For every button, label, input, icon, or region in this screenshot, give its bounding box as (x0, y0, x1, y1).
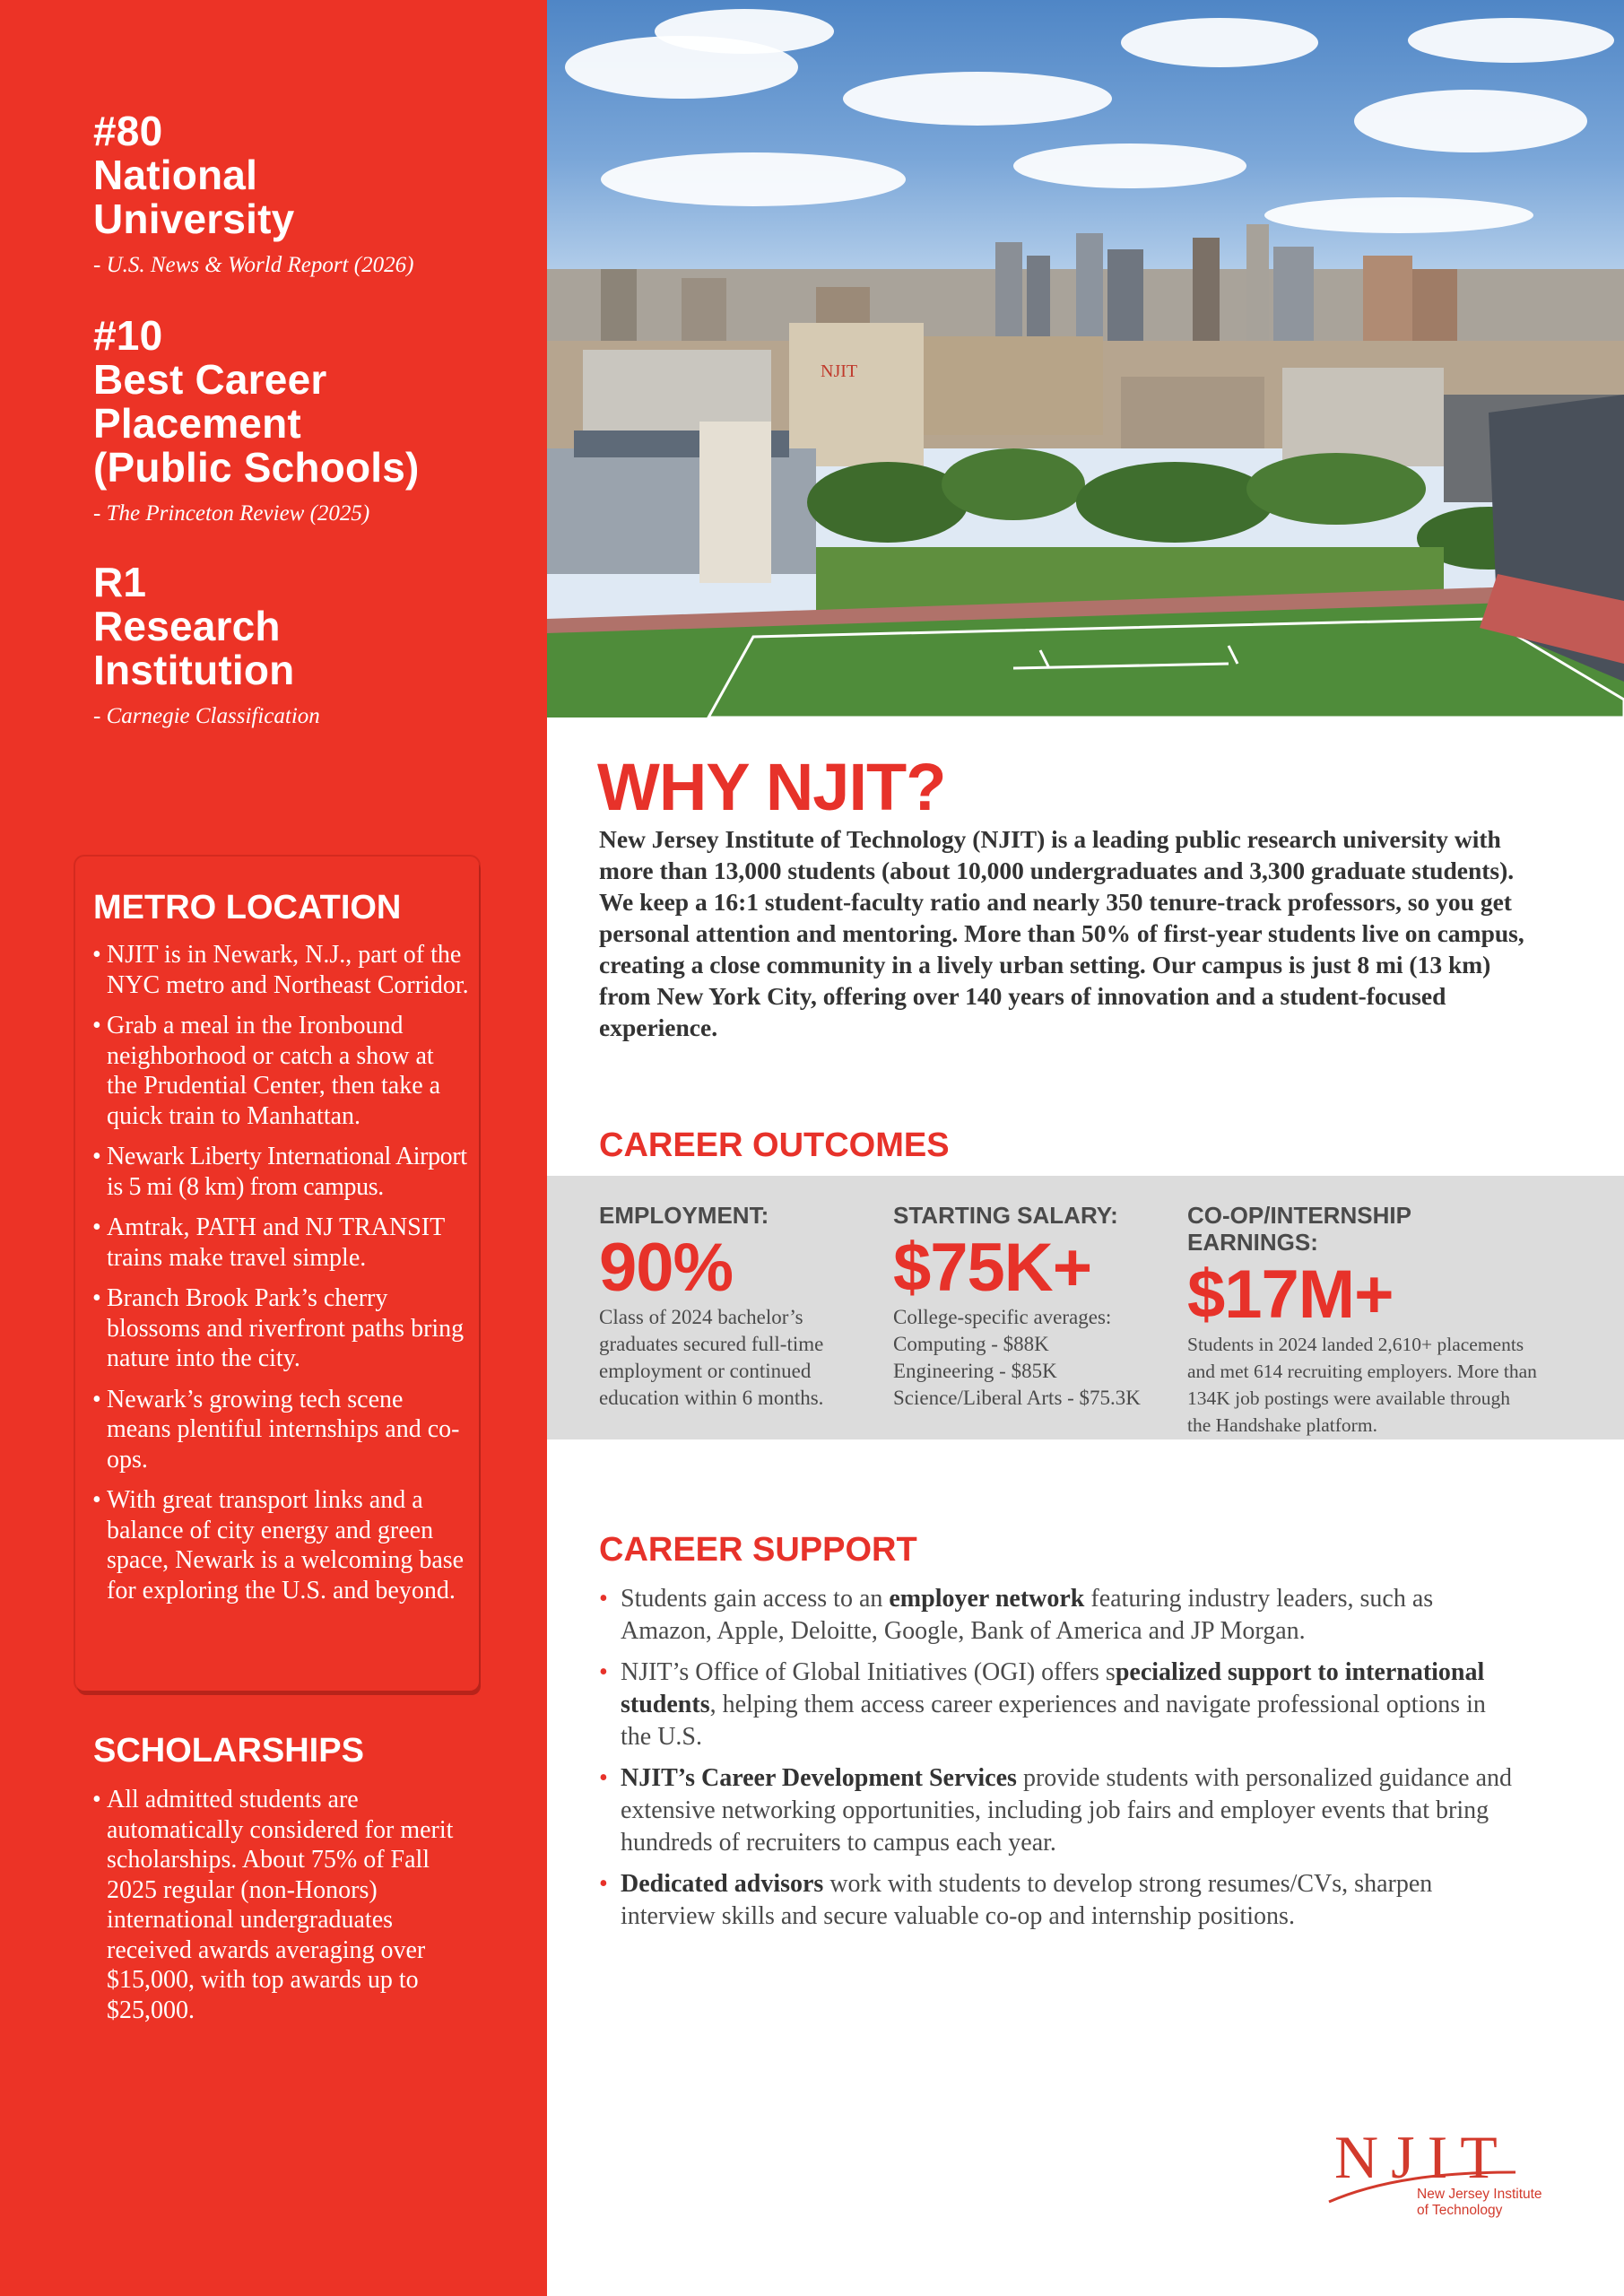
list-item: • With great transport links and a balance of city energy and green space, Newark is a welcoming base for exploring the U.S. and beyond. (93, 1485, 470, 1605)
metro-location-heading: METRO LOCATION (93, 889, 402, 926)
career-outcomes-heading: CAREER OUTCOMES (599, 1126, 950, 1164)
njit-logo (1327, 2123, 1560, 2224)
njit-building-sign: NJIT (821, 361, 858, 381)
list-item: • Students gain access to an employer network featuring industry leaders, such as Amazon, Apple, Deloitte, Google, Bank of America and JP Morgan. (599, 1583, 1514, 1648)
list-item: • Newark Liberty International Airport is 5 mi (8 km) from campus. (93, 1142, 470, 1202)
stat-value: 90% (599, 1230, 734, 1306)
list-item: • NJIT is in Newark, N.J., part of the NYC metro and Northeast Corridor. (93, 940, 470, 1000)
stat-label: EMPLOYMENT: (599, 1202, 769, 1229)
career-support-list (599, 1583, 1514, 1942)
page-title: WHY NJIT? (597, 750, 946, 824)
metro-location-box (75, 857, 479, 1691)
why-njit-body: New Jersey Institute of Technology (NJIT) is a leading public research university with more than 13,000 students (about 10,000 undergraduates and 3,300 graduate students). We keep a 16:1 student-faculty ratio and nearly 350 tenure-track professors, so you get personal attention and mentoring. More than 50% of first-year students live on campus, creating a close community in a lively urban setting. Our campus is just 8 mi (13 km) from New York City, offering over 140 years of innovation and a student-focused experience. (599, 825, 1524, 1041)
campus-skyline-illustration (547, 0, 1624, 718)
stat-employment (599, 1202, 886, 1412)
stat-value: $75K+ (893, 1230, 1092, 1306)
scholarships-section (93, 1731, 479, 2036)
list-item: • Grab a meal in the Ironbound neighborhood or catch a show at the Prudential Center, then take a quick train to Manhattan. (93, 1011, 470, 1131)
list-item: • Amtrak, PATH and NJ TRANSIT trains make travel simple. (93, 1213, 470, 1273)
ranking-national-university (93, 109, 413, 279)
logo-subtitle: New Jersey Institute of Technology (1417, 2187, 1542, 2218)
stat-coop-earnings (1187, 1202, 1546, 1439)
stat-label: STARTING SALARY: (893, 1202, 1118, 1229)
list-item: • Branch Brook Park’s cherry blossoms and riverfront paths bring nature into the city. (93, 1283, 470, 1374)
ranking-source: - U.S. News & World Report (2026) (93, 253, 414, 277)
list-item: • Dedicated advisors work with students to develop strong resumes/CVs, sharpen interview skills and secure valuable co-op and internship positions. (599, 1868, 1514, 1933)
scholarships-list (93, 1785, 479, 2025)
ranking-source: - The Princeton Review (2025) (93, 501, 370, 526)
list-item: • NJIT’s Office of Global Initiatives (OGI) offers specialized support to international students, helping them access career experiences and navigate professional options in the U.S. (599, 1657, 1514, 1753)
scholarships-heading: SCHOLARSHIPS (93, 1732, 364, 1770)
logo-wordmark: NJIT (1334, 2123, 1510, 2191)
stat-description: Class of 2024 bachelor’s graduates secured full-time employment or continued education within 6 months. (599, 1306, 824, 1409)
list-item: • NJIT’s Career Development Services provide students with personalized guidance and extensive networking opportunities, including job fairs and employer events that bring hundreds of recruiters to campus each year. (599, 1762, 1514, 1859)
campus-photo (547, 0, 1624, 718)
career-support-heading: CAREER SUPPORT (599, 1531, 917, 1569)
ranking-r1-research (93, 561, 320, 730)
ranking-title: #80 National University (93, 108, 295, 242)
metro-location-list (93, 940, 470, 1605)
stat-starting-salary (893, 1202, 1180, 1412)
ranking-title: R1 Research Institution (93, 559, 295, 693)
list-item: • All admitted students are automatically considered for merit scholarships. About 75% of Fall 2025 regular (non-Honors) international undergraduates received awards averaging over $15,000, with top awards up to $25,000. (93, 1785, 479, 2025)
stat-value: $17M+ (1187, 1257, 1394, 1333)
ranking-source: - Carnegie Classification (93, 704, 320, 728)
list-item: • Newark’s growing tech scene means plentiful internships and co-ops. (93, 1385, 470, 1475)
sidebar (0, 0, 547, 2296)
stat-description: Students in 2024 landed 2,610+ placements and met 614 recruiting employers. More than 134K job postings were available through the Handshake platform. (1187, 1334, 1537, 1436)
ranking-title: #10 Best Career Placement (Public Schools) (93, 312, 420, 491)
ranking-career-placement (93, 314, 420, 527)
stat-description: College-specific averages: Computing - $88K Engineering - $85K Science/Liberal Arts - $75.3K (893, 1306, 1141, 1409)
stat-label: CO-OP/INTERNSHIP EARNINGS: (1187, 1202, 1411, 1256)
